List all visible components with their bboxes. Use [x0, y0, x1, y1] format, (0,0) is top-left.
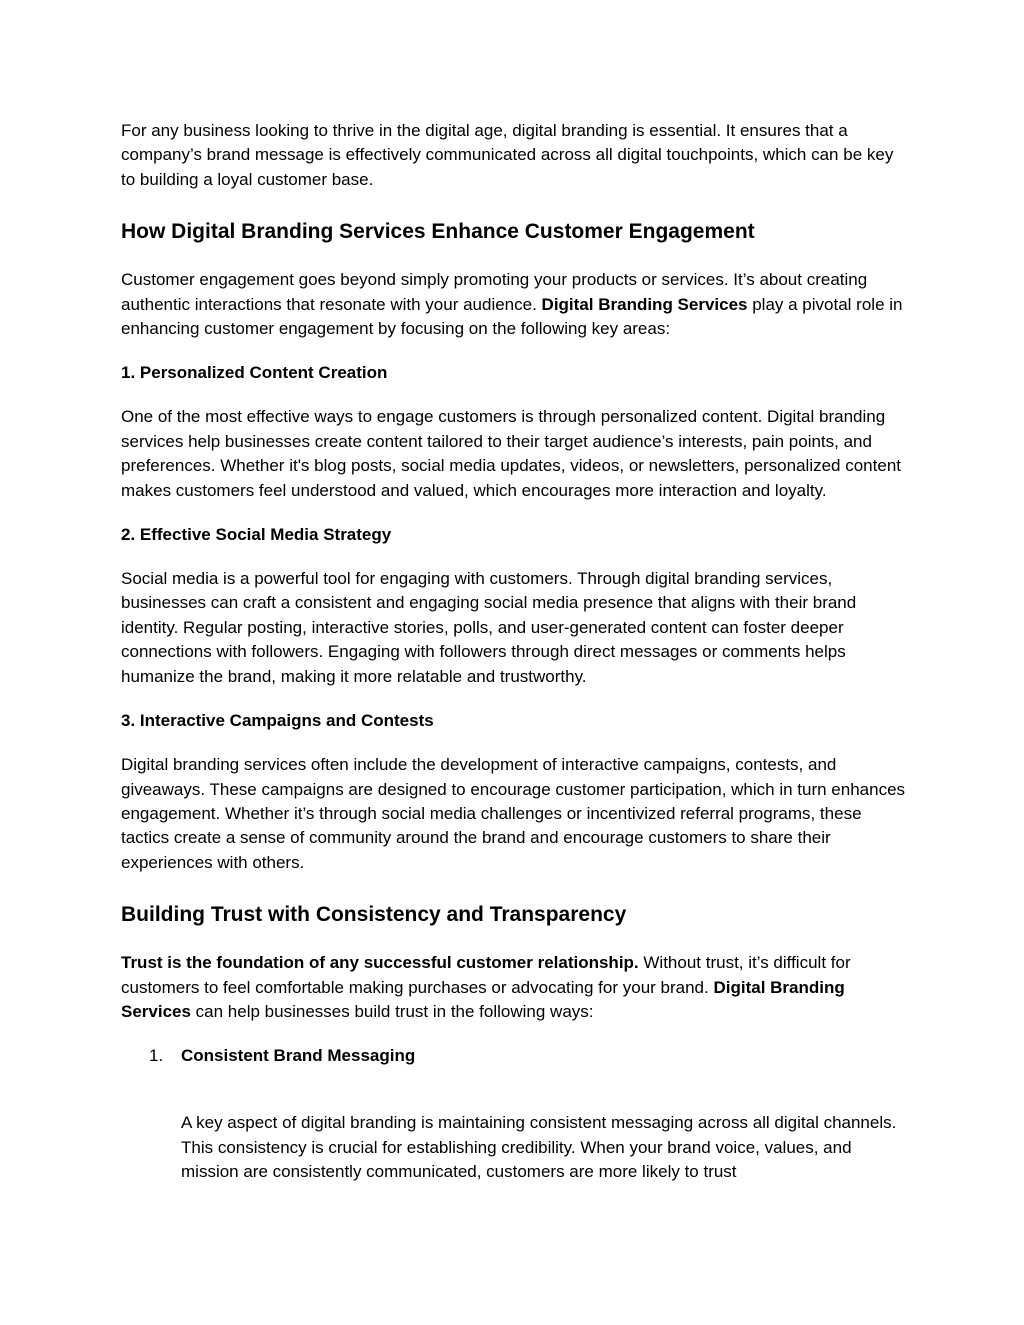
trust-intro-bold-1: Trust is the foundation of any successful customer relationship.: [121, 953, 639, 973]
subheading-personalized-content: 1. Personalized Content Creation: [121, 363, 388, 383]
personalized-content-paragraph: One of the most effective ways to engage customers is through personalized content. Digital branding services help businesses create content tailored to their target audience’s interests, pain points, and preferences. Whether it's blog posts, social media updates, videos, or newsletters, personalized content makes customers feel understood and valued, which encourages more interaction and loyalty.: [121, 407, 901, 500]
engagement-intro-start: Customer engagement goes beyond simply promoting your products or services. It’s about creating authentic interactions that resonate with your audience.: [121, 270, 868, 314]
list-item-consistent-messaging: [121, 1044, 911, 1184]
engagement-intro-bold: Digital Branding Services: [541, 294, 748, 314]
social-media-paragraph: Social media is a powerful tool for engaging with customers. Through digital branding services, businesses can craft a consistent and engaging social media presence that aligns with their brand identity. Regular posting, interactive stories, polls, and user-generated content can foster deeper connections with followers. Engaging with followers through direct messages or comments helps humanize the brand, making it more relatable and trustworthy.: [121, 569, 857, 686]
trust-intro-paragraph: [121, 951, 911, 1024]
subheading-social-media-strategy: 2. Effective Social Media Strategy: [121, 525, 392, 545]
subheading-interactive-campaigns: 3. Interactive Campaigns and Contests: [121, 711, 434, 731]
list-number: 1.: [149, 1046, 164, 1066]
document-page: [121, 119, 911, 1185]
trust-intro-mid: Without trust, it’s difficult for customers to feel comfortable making purchases or advocating for your brand.: [121, 953, 851, 997]
list-item-title: Consistent Brand Messaging: [181, 1046, 416, 1066]
list-item-text: A key aspect of digital branding is maintaining consistent messaging across all digital channels. This consistency is crucial for establishing credibility. When your brand voice, values, and mission are consistently communicated, customers are more likely to trust: [181, 1113, 897, 1182]
trust-intro-end: can help businesses build trust in the following ways:: [190, 1001, 594, 1021]
interactive-campaigns-paragraph: Digital branding services often include the development of interactive campaigns, contests, and giveaways. These campaigns are designed to encourage customer participation, which in turn enhances engagement. Whether it’s through social media challenges or incentivized referral programs, these tactics create a sense of community around the brand and encourage customers to share their experiences with others.: [121, 755, 906, 872]
section-heading-customer-engagement: How Digital Branding Services Enhance Customer Engagement: [121, 220, 755, 244]
intro-paragraph: For any business looking to thrive in the digital age, digital branding is essential. It ensures that a company’s brand message is effectively communicated across all digital touchpoints, which can be key to building a loyal customer base.: [121, 121, 894, 189]
section-heading-building-trust: Building Trust with Consistency and Transparency: [121, 903, 627, 927]
engagement-intro-end: play a pivotal role in enhancing customer engagement by focusing on the following key areas:: [121, 294, 903, 339]
trust-intro-bold-2: Digital Branding Services: [121, 977, 845, 1021]
engagement-intro-paragraph: [121, 268, 911, 341]
